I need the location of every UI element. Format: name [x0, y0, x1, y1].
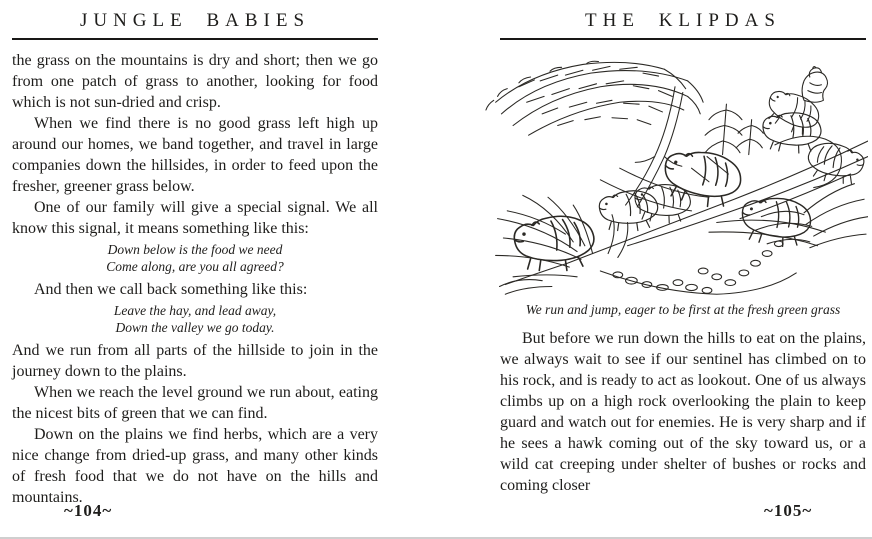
paragraph: But before we run down the hills to eat on the plains, we always wait to see if our sentinel has climbed on to his rock, and is ready to act as lookout. One of us always climbs up on a high rock overlooking the plain to keep guard and watch out for enemies. He is very sharp and if he sees a hawk coming out of the sky toward us, or a wild cat creeping under shelter of bushes or rocks and coming closer [500, 330, 866, 494]
verse [12, 303, 378, 336]
verse [12, 242, 378, 275]
paragraph: When we reach the level ground we run about, eating the nicest bits of green that we can find. [12, 384, 378, 422]
tree-sketch [486, 61, 763, 207]
left-page-number: ~104~ [64, 501, 113, 520]
left-page-body [12, 50, 378, 508]
left-page [12, 10, 378, 508]
paragraph: Down on the plains we find herbs, which are a very nice change from dried-up grass, and many other kinds of fresh food that we do not have on the hills and mountains. [12, 426, 378, 506]
pebbles [613, 241, 783, 293]
left-running-head: JUNGLE BABIES [79, 10, 311, 31]
klipdas-illustration [484, 50, 868, 298]
hillside-lines [505, 136, 868, 294]
right-header-rule [500, 38, 866, 40]
verse-line: Down the valley we go today. [115, 319, 275, 335]
hyrax-group [514, 67, 866, 271]
paragraph: the grass on the mountains is dry and short; then we go from one patch of grass to another, looking for food which is not sun-dried and crisp. [12, 52, 378, 111]
verse-line: Leave the hay, and lead away, [113, 303, 277, 318]
paragraph: One of our family will give a special signal. We all know this signal, it means something like this: [12, 199, 378, 237]
right-page-number: ~105~ [764, 501, 813, 520]
paragraph: When we find there is no good grass left high up around our homes, we band together, and travel in large companies down the hillsides, in order to feed upon the fresher, greener grass below. [12, 115, 378, 195]
illustration-caption: We run and jump, eager to be first at the fresh green grass [525, 302, 841, 317]
right-running-head: THE KLIPDAS [585, 10, 781, 31]
paragraph: And then we call back something like this: [34, 281, 308, 298]
paragraph: And we run from all parts of the hillside to join in the journey down to the plains. [12, 342, 378, 380]
verse-line: Come along, are you all agreed? [106, 258, 284, 274]
verse-line: Down below is the food we need [107, 242, 283, 257]
left-header-rule [12, 38, 378, 40]
right-page-body [500, 328, 866, 496]
right-page [500, 10, 866, 496]
